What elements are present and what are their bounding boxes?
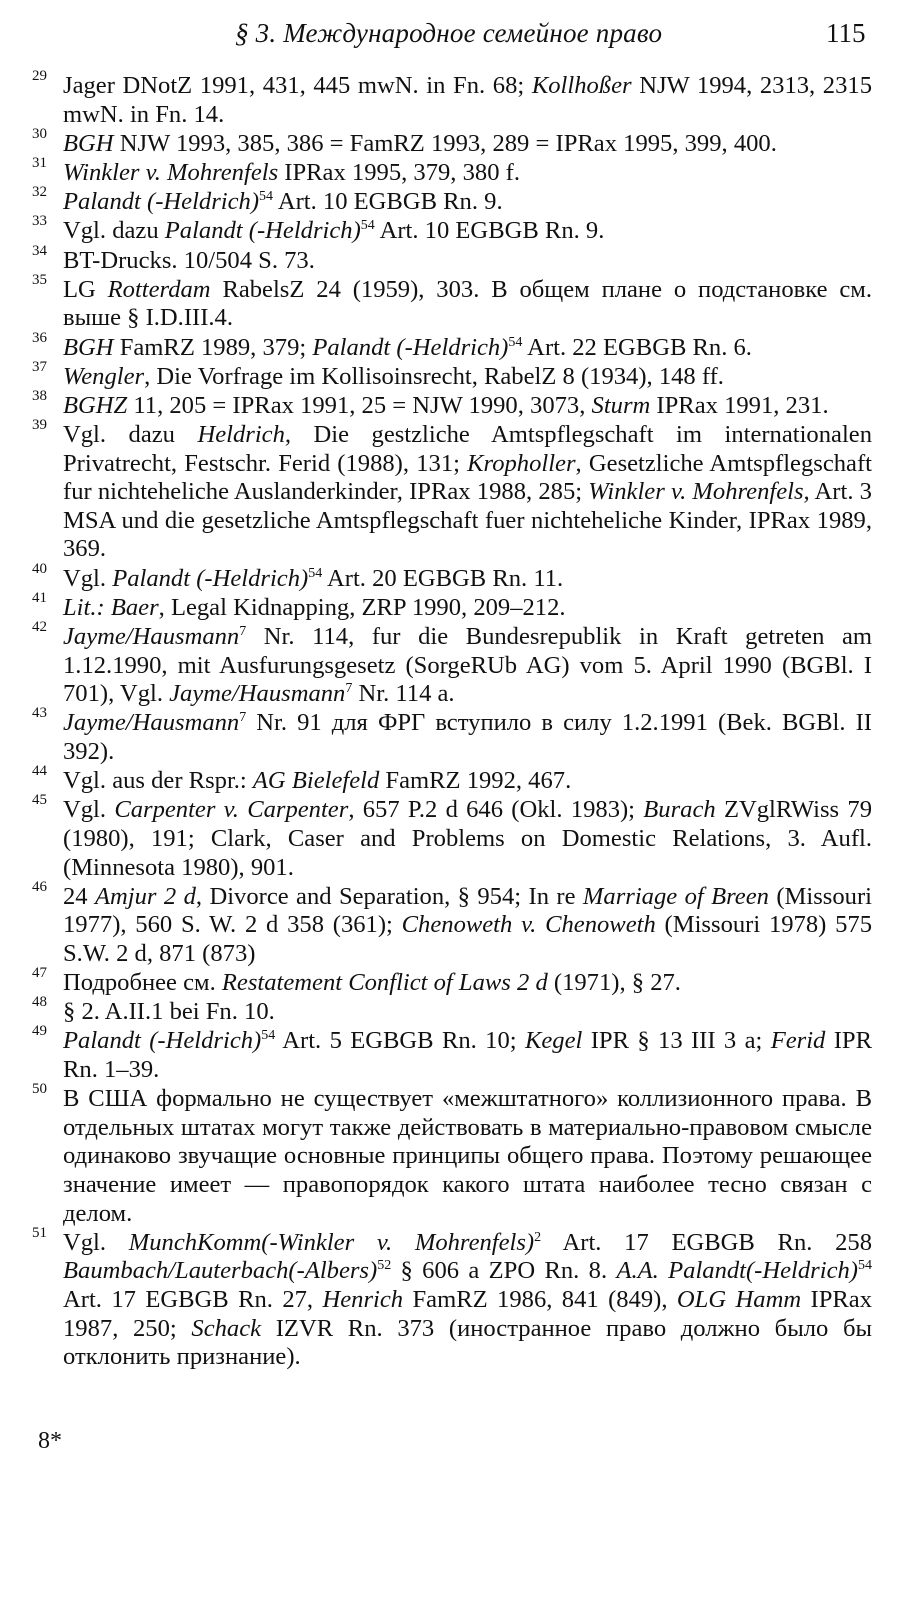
footnote	[32, 994, 872, 1027]
italic-citation: Lit.: Baer	[63, 593, 159, 621]
footnote-number: 41	[32, 589, 47, 606]
edition-superscript: 7	[345, 681, 353, 696]
italic-citation: Kegel	[524, 1027, 583, 1055]
footnote-text: IPR § 13 III 3 a;	[582, 1027, 771, 1055]
footnote-text: IPRax 1987, 250;	[63, 1286, 872, 1342]
footnote-text: В США формально не существует «межштатного» коллизионного права. В отдельных штатах могут также действовать в материально-правовом смысле одинаково звучащие основные принципы общего права. Поэтому решающее значение имеет — правопорядок какого штата наиболее тесно связан с делом.	[63, 1085, 872, 1227]
footnote-number: 39	[32, 417, 47, 434]
footnote-number: 33	[32, 213, 47, 230]
italic-citation: BGH	[63, 129, 114, 157]
footnote	[32, 619, 872, 709]
footnote-text: , 657 P.2 d 646 (Okl. 1983);	[348, 796, 644, 824]
italic-citation: Wengler	[63, 362, 145, 390]
italic-citation: Ferid	[770, 1027, 826, 1055]
footnote-number: 47	[32, 965, 47, 982]
footnote-number: 51	[32, 1224, 47, 1241]
footnote-number: 50	[32, 1081, 47, 1098]
footnote	[32, 358, 872, 392]
footnote-text: FamRZ 1986, 841 (849),	[403, 1286, 677, 1313]
edition-superscript: 54	[308, 565, 323, 581]
italic-citation: Heldrich,	[197, 421, 292, 449]
footnote-number: 35	[32, 271, 47, 288]
footnote-text: Vgl.	[63, 1228, 129, 1256]
footnote-text: (Missouri 1977), 560 S. W. 2 d 358 (361);	[63, 882, 872, 939]
footnote	[32, 1081, 872, 1228]
footnote	[32, 1224, 872, 1372]
footnote	[32, 417, 872, 564]
italic-citation: Chenoweth v. Chenoweth	[401, 911, 656, 939]
footnote-text: Vgl. dazu	[63, 217, 165, 245]
footnote-text: Подробнее см.	[63, 969, 222, 997]
edition-superscript: 54	[360, 218, 375, 234]
page-number: 115	[826, 18, 866, 48]
footnote-text: , Die Vorfrage im Kollisoinsrecht, RabelZ 8 (1934), 148 ff.	[144, 362, 724, 390]
italic-citation: Carpenter v. Carpenter	[114, 796, 349, 824]
footnote-text: , Legal Kidnapping, ZRP 1990, 209–212.	[158, 593, 566, 621]
footnote-text: IPRax 1991, 231.	[650, 391, 829, 419]
footnote	[32, 184, 872, 217]
italic-citation: Henrich	[322, 1286, 404, 1313]
footnote-text: Art. 10 EGBGB Rn. 9.	[273, 188, 503, 216]
footnote-text: Art. 3 MSA und die gesetzliche Amtspflegschaft fuer nichteheliche Kinder, IPRax 1989, 369.	[63, 478, 872, 563]
italic-citation: BGHZ	[63, 391, 128, 419]
footnote-number: 38	[32, 387, 47, 404]
italic-citation: Sturm	[591, 391, 651, 419]
footnote	[32, 705, 872, 766]
edition-superscript: 54	[858, 1258, 872, 1274]
italic-citation: A.A. Palandt(-Heldrich)	[616, 1257, 858, 1285]
footnote	[32, 792, 872, 882]
footnote-list	[32, 68, 873, 1372]
footnote-text: BT-Drucks. 10/504 S. 73.	[63, 246, 315, 274]
footnote-text: Vgl.	[63, 564, 113, 592]
italic-citation: Winkler v. Mohrenfels	[63, 158, 279, 186]
footnote-text: NJW 1994, 2313, 2315 mwN. in Fn. 14.	[63, 72, 872, 128]
footnote-number: 36	[32, 329, 47, 346]
edition-superscript: 2	[534, 1229, 542, 1245]
footnote-text: Die gestzliche Amtspflegschaft im internationalen Privatrecht, Festschr. Ferid (1988), 131;	[63, 421, 872, 477]
footnote	[32, 763, 872, 796]
footnote-number: 49	[32, 1023, 47, 1040]
italic-citation: Marriage of Breen	[582, 882, 769, 910]
footnote-text: FamRZ 1992, 467.	[379, 767, 572, 795]
footnote-text: RabelsZ 24 (1959), 303. В общем плане о подстановке см. выше § I.D.III.4.	[63, 275, 872, 332]
footnote-text: Art. 17 EGBGB Rn. 27,	[63, 1286, 323, 1313]
footnote-text: Nr. 91 для ФРГ вступило в силу 1.2.1991 (Bek. BGBl. II 392).	[63, 709, 872, 765]
footnote-number: 44	[32, 763, 47, 780]
footnote-number: 32	[32, 184, 47, 201]
footnote-text: Art. 22 EGBGB Rn. 6.	[522, 333, 752, 361]
footnote-text: Nr. 114 a.	[352, 680, 455, 708]
footnote-text: Nr. 114, fur die Bundesrepublik in Kraft getreten am 1.12.1990, mit Ausfurungsgesetz (SorgeRUb AG) vom 5. April 1990 (BGBl. I 701), Vgl.	[63, 623, 872, 708]
footnote	[32, 965, 872, 998]
footnote	[32, 154, 872, 188]
footnote-number: 31	[32, 154, 47, 171]
footnote-number: 40	[32, 560, 47, 577]
footnote	[32, 271, 872, 333]
footnote-text: Art. 20 EGBGB Rn. 11.	[322, 564, 564, 592]
footnote	[32, 242, 872, 276]
footnote	[32, 878, 872, 969]
italic-citation: Restatement Conflict of Laws 2 d	[221, 969, 548, 997]
footnote-number: 45	[32, 792, 47, 809]
italic-citation: Burach	[643, 796, 716, 824]
italic-citation: Jayme/Hausmann	[63, 709, 240, 737]
footnote-text: (Missouri 1978) 575 S.W. 2 d, 871 (873)	[63, 911, 872, 967]
italic-citation: Rotterdam	[107, 275, 211, 303]
footnote	[32, 387, 872, 421]
footnote-text: IZVR Rn. 373 (иностранное право должно было бы отклонить признание).	[63, 1314, 872, 1371]
italic-citation: Palandt (-Heldrich)	[112, 564, 309, 592]
italic-citation: AG Bielefeld	[252, 767, 380, 795]
footnote-text: Art. 17 EGBGB Rn. 258	[541, 1228, 872, 1256]
edition-superscript: 7	[239, 623, 247, 639]
italic-citation: Kropholler	[467, 449, 576, 477]
page-header	[0, 18, 918, 54]
footnote-text: § 2. A.II.1 bei Fn. 10.	[63, 998, 275, 1026]
footnote	[32, 1023, 873, 1084]
footnote-text: § 606 a ZPO Rn. 8.	[391, 1257, 617, 1285]
footnote-number: 37	[32, 358, 47, 375]
footnote-text: FamRZ 1989, 379;	[113, 333, 313, 361]
footnote	[32, 125, 872, 159]
italic-citation: Palandt (-Heldrich)	[312, 333, 509, 361]
italic-citation: Schack	[191, 1314, 262, 1342]
footnote-text: , Gesetzliche Amtspflegschaft fur nichteheliche Auslanderkinder, IPRax 1988, 285;	[63, 449, 872, 506]
footnote-text: ZVglRWiss 79 (1980), 191; Clark, Caser and Problems on Domestic Relations, 3. Aufl. (Minnesota 1980), 901.	[63, 796, 872, 881]
footnote-text: Art. 5 EGBGB Rn. 10;	[275, 1027, 525, 1055]
edition-superscript: 54	[261, 1028, 276, 1044]
italic-citation: BGH	[63, 333, 114, 361]
running-title: § 3. Международное семейное право	[235, 18, 663, 48]
italic-citation: Baumbach/Lauterbach(-Albers)	[63, 1257, 378, 1285]
footnote-number: 42	[32, 619, 47, 635]
italic-citation: Amjur 2 d	[95, 882, 196, 910]
footnote	[32, 560, 872, 594]
footnote-number: 46	[32, 878, 47, 895]
italic-citation: Palandt (-Heldrich)	[63, 1027, 262, 1055]
footnote-text: NJW 1993, 385, 386 = FamRZ 1993, 289 = IPRax 1995, 399, 400.	[113, 129, 777, 157]
footnote-text: LG	[63, 275, 108, 303]
footnote-text: Vgl. aus der Rspr.:	[63, 767, 253, 795]
footnote-number: 34	[32, 242, 47, 259]
footnote-number: 30	[32, 125, 47, 142]
footnote-text: Art. 10 EGBGB Rn. 9.	[374, 217, 605, 245]
footnote-text: Vgl.	[63, 796, 115, 824]
italic-citation: Kollhoßer	[531, 72, 632, 99]
footnote-number: 29	[32, 68, 47, 84]
footnote	[32, 589, 872, 623]
footnote-number: 43	[32, 705, 47, 722]
footnote-text: Vgl. dazu	[63, 421, 198, 449]
footnote-text: , Divorce and Separation, § 954; In re	[195, 882, 583, 910]
italic-citation: MunchKomm(-Winkler v. Mohrenfels)	[128, 1228, 535, 1256]
footnote-number: 48	[32, 994, 47, 1011]
italic-citation: Winkler v. Mohrenfels,	[588, 478, 810, 506]
footnote	[32, 329, 872, 363]
footnote-text: Jager DNotZ 1991, 431, 445 mwN. in Fn. 68;	[63, 72, 532, 99]
footnote-text: IPR Rn. 1–39.	[63, 1027, 873, 1084]
italic-citation: OLG Hamm	[676, 1286, 802, 1313]
edition-superscript: 54	[508, 334, 523, 350]
footnote	[32, 213, 872, 246]
footnote-text: 24	[63, 882, 95, 910]
footnote-text: IPRax 1995, 379, 380 f.	[278, 158, 520, 186]
edition-superscript: 52	[377, 1258, 392, 1274]
italic-citation: Jayme/Hausmann	[169, 680, 346, 708]
footnote	[32, 68, 872, 129]
edition-superscript: 54	[259, 188, 274, 204]
italic-citation: Jayme/Hausmann	[63, 623, 240, 650]
italic-citation: Palandt (-Heldrich)	[164, 217, 361, 245]
italic-citation: Palandt (-Heldrich)	[63, 188, 260, 216]
printer-signature: 8*	[38, 1428, 62, 1454]
footnote-text: 11, 205 = IPRax 1991, 25 = NJW 1990, 3073,	[127, 391, 592, 419]
footnote-text: (1971), § 27.	[547, 969, 681, 997]
edition-superscript: 7	[239, 710, 247, 726]
